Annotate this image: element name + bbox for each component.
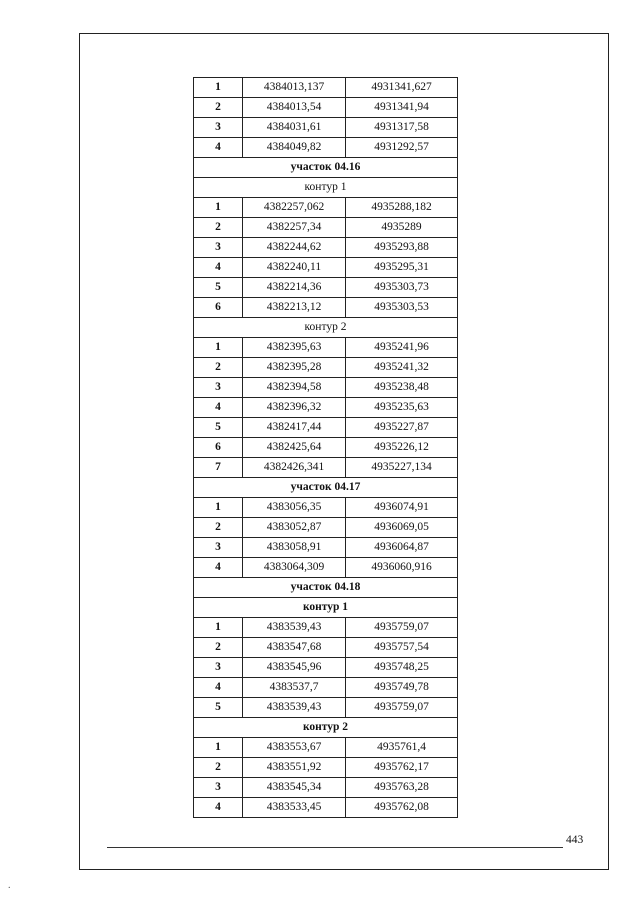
y-coordinate-cell: 4935762,17 [346,758,458,778]
x-coordinate-cell: 4383058,91 [243,538,346,558]
table-row [194,218,458,238]
y-coordinate-cell: 4936064,87 [346,538,458,558]
point-number-cell: 1 [194,338,243,358]
x-coordinate-cell: 4384049,82 [243,138,346,158]
y-coordinate-cell: 4935289 [346,218,458,238]
x-coordinate-cell: 4384013,137 [243,78,346,98]
y-coordinate-cell: 4935749,78 [346,678,458,698]
x-coordinate-cell: 4384031,61 [243,118,346,138]
point-number-cell: 1 [194,498,243,518]
x-coordinate-cell: 4382257,062 [243,198,346,218]
y-coordinate-cell: 4931341,627 [346,78,458,98]
contour-label: контур 1 [194,178,458,198]
point-number-cell: 4 [194,798,243,818]
y-coordinate-cell: 4935761,4 [346,738,458,758]
contour-header-row [194,718,458,738]
section-label: участок 04.17 [194,478,458,498]
y-coordinate-cell: 4935748,25 [346,658,458,678]
table-row [194,398,458,418]
point-number-cell: 6 [194,438,243,458]
y-coordinate-cell: 4935762,08 [346,798,458,818]
y-coordinate-cell: 4935759,07 [346,618,458,638]
point-number-cell: 3 [194,238,243,258]
x-coordinate-cell: 4382426,341 [243,458,346,478]
x-coordinate-cell: 4383551,92 [243,758,346,778]
point-number-cell: 6 [194,298,243,318]
point-number-cell: 3 [194,778,243,798]
table-row [194,738,458,758]
point-number-cell: 2 [194,758,243,778]
point-number-cell: 1 [194,198,243,218]
table-row [194,658,458,678]
table-row [194,258,458,278]
table-row [194,418,458,438]
y-coordinate-cell: 4931341,94 [346,98,458,118]
table-row [194,498,458,518]
point-number-cell: 4 [194,138,243,158]
table-row [194,378,458,398]
section-label: участок 04.16 [194,158,458,178]
table-row [194,698,458,718]
y-coordinate-cell: 4935763,28 [346,778,458,798]
x-coordinate-cell: 4382425,64 [243,438,346,458]
x-coordinate-cell: 4383537,7 [243,678,346,698]
x-coordinate-cell: 4382417,44 [243,418,346,438]
page-number: 443 [566,834,584,846]
y-coordinate-cell: 4931292,57 [346,138,458,158]
section-header-row [194,578,458,598]
x-coordinate-cell: 4383064,309 [243,558,346,578]
x-coordinate-cell: 4382244,62 [243,238,346,258]
y-coordinate-cell: 4935235,63 [346,398,458,418]
contour-header-row [194,598,458,618]
contour-header-row [194,318,458,338]
contour-label: контур 2 [194,318,458,338]
point-number-cell: 3 [194,658,243,678]
table-row [194,198,458,218]
x-coordinate-cell: 4382213,12 [243,298,346,318]
section-header-row [194,478,458,498]
table-row [194,438,458,458]
point-number-cell: 2 [194,218,243,238]
table-row [194,638,458,658]
x-coordinate-cell: 4382214,36 [243,278,346,298]
point-number-cell: 7 [194,458,243,478]
x-coordinate-cell: 4383545,34 [243,778,346,798]
point-number-cell: 3 [194,118,243,138]
x-coordinate-cell: 4382240,11 [243,258,346,278]
point-number-cell: 2 [194,638,243,658]
y-coordinate-cell: 4935226,12 [346,438,458,458]
y-coordinate-cell: 4935303,53 [346,298,458,318]
table-row [194,758,458,778]
x-coordinate-cell: 4383056,35 [243,498,346,518]
table-row [194,298,458,318]
x-coordinate-cell: 4382257,34 [243,218,346,238]
point-number-cell: 2 [194,358,243,378]
y-coordinate-cell: 4935288,182 [346,198,458,218]
x-coordinate-cell: 4383545,96 [243,658,346,678]
table-row [194,118,458,138]
table-row [194,138,458,158]
table-row [194,558,458,578]
x-coordinate-cell: 4383547,68 [243,638,346,658]
scan-edge-mark: . [8,880,11,891]
footer-rule [107,847,563,848]
point-number-cell: 2 [194,98,243,118]
x-coordinate-cell: 4383539,43 [243,618,346,638]
point-number-cell: 5 [194,698,243,718]
x-coordinate-cell: 4382395,63 [243,338,346,358]
y-coordinate-cell: 4936074,91 [346,498,458,518]
table-row [194,798,458,818]
x-coordinate-cell: 4383539,43 [243,698,346,718]
table-row [194,778,458,798]
table-row [194,78,458,98]
y-coordinate-cell: 4931317,58 [346,118,458,138]
table-row [194,678,458,698]
x-coordinate-cell: 4382394,58 [243,378,346,398]
y-coordinate-cell: 4935303,73 [346,278,458,298]
point-number-cell: 4 [194,678,243,698]
table-row [194,238,458,258]
y-coordinate-cell: 4935757,54 [346,638,458,658]
point-number-cell: 1 [194,618,243,638]
y-coordinate-cell: 4935295,31 [346,258,458,278]
point-number-cell: 2 [194,518,243,538]
table-row [194,458,458,478]
table-row [194,618,458,638]
y-coordinate-cell: 4935241,32 [346,358,458,378]
table-row [194,278,458,298]
point-number-cell: 3 [194,538,243,558]
y-coordinate-cell: 4936069,05 [346,518,458,538]
table-row [194,358,458,378]
y-coordinate-cell: 4935227,134 [346,458,458,478]
y-coordinate-cell: 4935238,48 [346,378,458,398]
x-coordinate-cell: 4383533,45 [243,798,346,818]
point-number-cell: 4 [194,258,243,278]
x-coordinate-cell: 4383052,87 [243,518,346,538]
y-coordinate-cell: 4935241,96 [346,338,458,358]
coordinates-table-body [194,78,458,818]
x-coordinate-cell: 4382396,32 [243,398,346,418]
contour-header-row [194,178,458,198]
table-row [194,338,458,358]
y-coordinate-cell: 4935293,88 [346,238,458,258]
point-number-cell: 4 [194,398,243,418]
coordinates-table [193,77,458,818]
section-label: участок 04.18 [194,578,458,598]
table-row [194,98,458,118]
x-coordinate-cell: 4384013,54 [243,98,346,118]
contour-label: контур 2 [194,718,458,738]
table-row [194,518,458,538]
table-row [194,538,458,558]
section-header-row [194,158,458,178]
point-number-cell: 5 [194,278,243,298]
contour-label: контур 1 [194,598,458,618]
x-coordinate-cell: 4382395,28 [243,358,346,378]
point-number-cell: 1 [194,78,243,98]
y-coordinate-cell: 4936060,916 [346,558,458,578]
x-coordinate-cell: 4383553,67 [243,738,346,758]
y-coordinate-cell: 4935227,87 [346,418,458,438]
point-number-cell: 1 [194,738,243,758]
point-number-cell: 4 [194,558,243,578]
point-number-cell: 5 [194,418,243,438]
y-coordinate-cell: 4935759,07 [346,698,458,718]
point-number-cell: 3 [194,378,243,398]
